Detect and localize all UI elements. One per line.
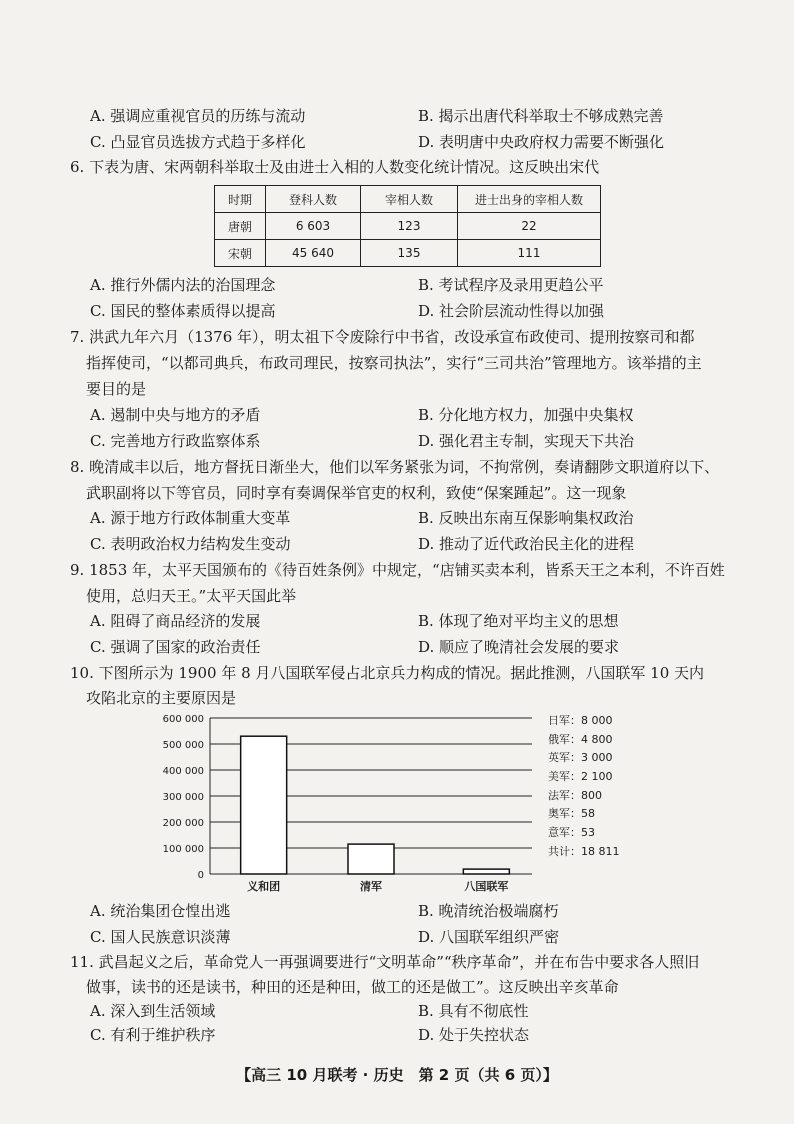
q6-stats-table	[214, 185, 601, 267]
table-cell: 111	[458, 240, 601, 267]
q10-option-c[interactable]: C. 国人民族意识淡薄	[90, 928, 231, 946]
table-row	[215, 213, 601, 240]
chart-y-tick-label: 100 000	[162, 844, 204, 855]
q7-option-b[interactable]: B. 分化地方权力，加强中央集权	[418, 406, 634, 424]
q8-stem-line1: 8. 晚清咸丰以后，地方督抚日渐坐大，他们以军务紧张为词，不拘常例，奏请翻陟文职道府以下、	[70, 458, 720, 476]
q7-option-c[interactable]: C. 完善地方行政监察体系	[90, 432, 261, 450]
q10-option-a[interactable]: A. 统治集团仓惶出逃	[90, 902, 231, 920]
q9-option-b[interactable]: B. 体现了绝对平均主义的思想	[418, 612, 619, 630]
troop-legend	[548, 712, 620, 862]
q9-stem-line2: 使用，总归天王。”太平天国此举	[86, 587, 297, 605]
q11-option-b[interactable]: B. 具有不彻底性	[418, 1002, 529, 1020]
chart-bar	[463, 869, 509, 874]
q6-option-b[interactable]: B. 考试程序及录用更趋公平	[418, 276, 604, 294]
q5-option-b[interactable]: B. 揭示出唐代科举取士不够成熟完善	[418, 107, 664, 125]
q9-option-c[interactable]: C. 强调了国家的政治责任	[90, 638, 261, 656]
table-cell: 6 603	[266, 213, 361, 240]
table-cell: 唐朝	[215, 213, 266, 240]
q6-option-c[interactable]: C. 国民的整体素质得以提高	[90, 302, 276, 320]
legend-item: 意军：53	[548, 826, 595, 840]
q9-option-d[interactable]: D. 顺应了晚清社会发展的要求	[418, 638, 620, 656]
table-cell: 宋朝	[215, 240, 266, 267]
table-cell: 123	[361, 213, 458, 240]
table-header: 登科人数	[266, 186, 361, 213]
q5-option-d[interactable]: D. 表明唐中央政府权力需要不断强化	[418, 133, 665, 151]
table-header: 宰相人数	[361, 186, 458, 213]
chart-x-tick-label: 清军	[360, 880, 382, 893]
legend-item: 法军：800	[548, 788, 602, 802]
q5-option-a[interactable]: A. 强调应重视官员的历练与流动	[90, 107, 306, 125]
q6-stem: 6. 下表为唐、宋两朝科举取士及由进士入相的人数变化统计情况。这反映出宋代	[70, 158, 600, 176]
chart-x-tick-labels	[247, 879, 508, 893]
q6-option-d[interactable]: D. 社会阶层流动性得以加强	[418, 302, 605, 320]
q8-option-a[interactable]: A. 源于地方行政体制重大变革	[90, 509, 291, 527]
q7-stem-line1: 7. 洪武九年六月（1376 年），明太祖下令废除行中书省，改设承宣布政使司、提刑按察司和都	[70, 328, 695, 346]
q10-option-d[interactable]: D. 八国联军组织严密	[418, 928, 560, 946]
table-header: 时期	[215, 186, 266, 213]
q10-stem-line1: 10. 下图所示为 1900 年 8 月八国联军侵占北京兵力构成的情况。据此推测，八国联军 10 天内	[70, 664, 705, 682]
q10-stem-line2: 攻陷北京的主要原因是	[86, 689, 237, 707]
chart-bar	[241, 736, 287, 874]
legend-item: 共计：18 811	[548, 844, 620, 858]
q9-option-a[interactable]: A. 阻碍了商品经济的发展	[90, 612, 261, 630]
legend-item: 英军：3 000	[548, 751, 613, 765]
q11-stem-line1: 11. 武昌起义之后，革命党人一再强调要进行“文明革命”“秩序革命”，并在布告中要求各人照旧	[70, 953, 700, 971]
table-row	[215, 240, 601, 267]
legend-item: 奥军：58	[548, 807, 595, 821]
chart-y-tick-label: 500 000	[162, 740, 204, 751]
troop-bar-chart	[120, 708, 540, 894]
table-header: 进士出身的宰相人数	[458, 186, 601, 213]
q8-option-c[interactable]: C. 表明政治权力结构发生变动	[90, 535, 291, 553]
q9-stem-line1: 9. 1853 年，太平天国颁布的《待百姓条例》中规定，“店铺买卖本利，皆系天王之本利，不许百姓	[70, 561, 725, 579]
q10-option-b[interactable]: B. 晚清统治极端腐朽	[418, 902, 559, 920]
chart-y-tick-label: 300 000	[162, 792, 204, 803]
legend-item: 美军：2 100	[548, 770, 613, 784]
chart-x-tick-label: 八国联军	[464, 880, 509, 893]
q7-stem-line2: 指挥使司，“以都司典兵，布政司理民，按察司执法”，实行“三司共治”管理地方。该举措的主	[86, 354, 702, 372]
table-cell: 22	[458, 213, 601, 240]
chart-y-tick-labels	[163, 714, 204, 881]
q11-option-c[interactable]: C. 有利于维护秩序	[90, 1026, 216, 1044]
legend-item: 日军：8 000	[548, 714, 613, 727]
q7-stem-line3: 要目的是	[86, 380, 147, 398]
q11-option-a[interactable]: A. 深入到生活领域	[90, 1002, 216, 1020]
chart-y-tick-label: 600 000	[162, 714, 204, 725]
chart-bar	[348, 844, 394, 874]
q7-option-a[interactable]: A. 遏制中央与地方的矛盾	[90, 406, 261, 424]
chart-y-tick-label: 0	[197, 870, 204, 881]
chart-y-tick-label: 200 000	[162, 818, 204, 829]
q8-option-b[interactable]: B. 反映出东南互保影响集权政治	[418, 509, 634, 527]
q11-option-d[interactable]: D. 处于失控状态	[418, 1026, 530, 1044]
legend-item: 俄军：4 800	[548, 732, 613, 746]
q6-option-a[interactable]: A. 推行外儒内法的治国理念	[90, 276, 276, 294]
q5-option-c[interactable]: C. 凸显官员选拔方式趋于多样化	[90, 133, 306, 151]
chart-x-tick-label: 义和团	[247, 880, 281, 893]
table-cell: 45 640	[266, 240, 361, 267]
q11-stem-line2: 做事，读书的还是读书，种田的还是种田，做工的还是做工”。这反映出辛亥革命	[86, 978, 619, 996]
page-footer: 【高三 10 月联考 · 历史 第 2 页（共 6 页）】	[236, 1066, 558, 1084]
q8-stem-line2: 武职副将以下等官员，同时享有奏调保举官吏的权利，致使“保案踵起”。这一现象	[86, 484, 627, 502]
table-cell: 135	[361, 240, 458, 267]
q7-option-d[interactable]: D. 强化君主专制，实现天下共治	[418, 432, 635, 450]
chart-y-tick-label: 400 000	[162, 766, 204, 777]
q8-option-d[interactable]: D. 推动了近代政治民主化的进程	[418, 535, 635, 553]
chart-bars	[241, 736, 510, 874]
